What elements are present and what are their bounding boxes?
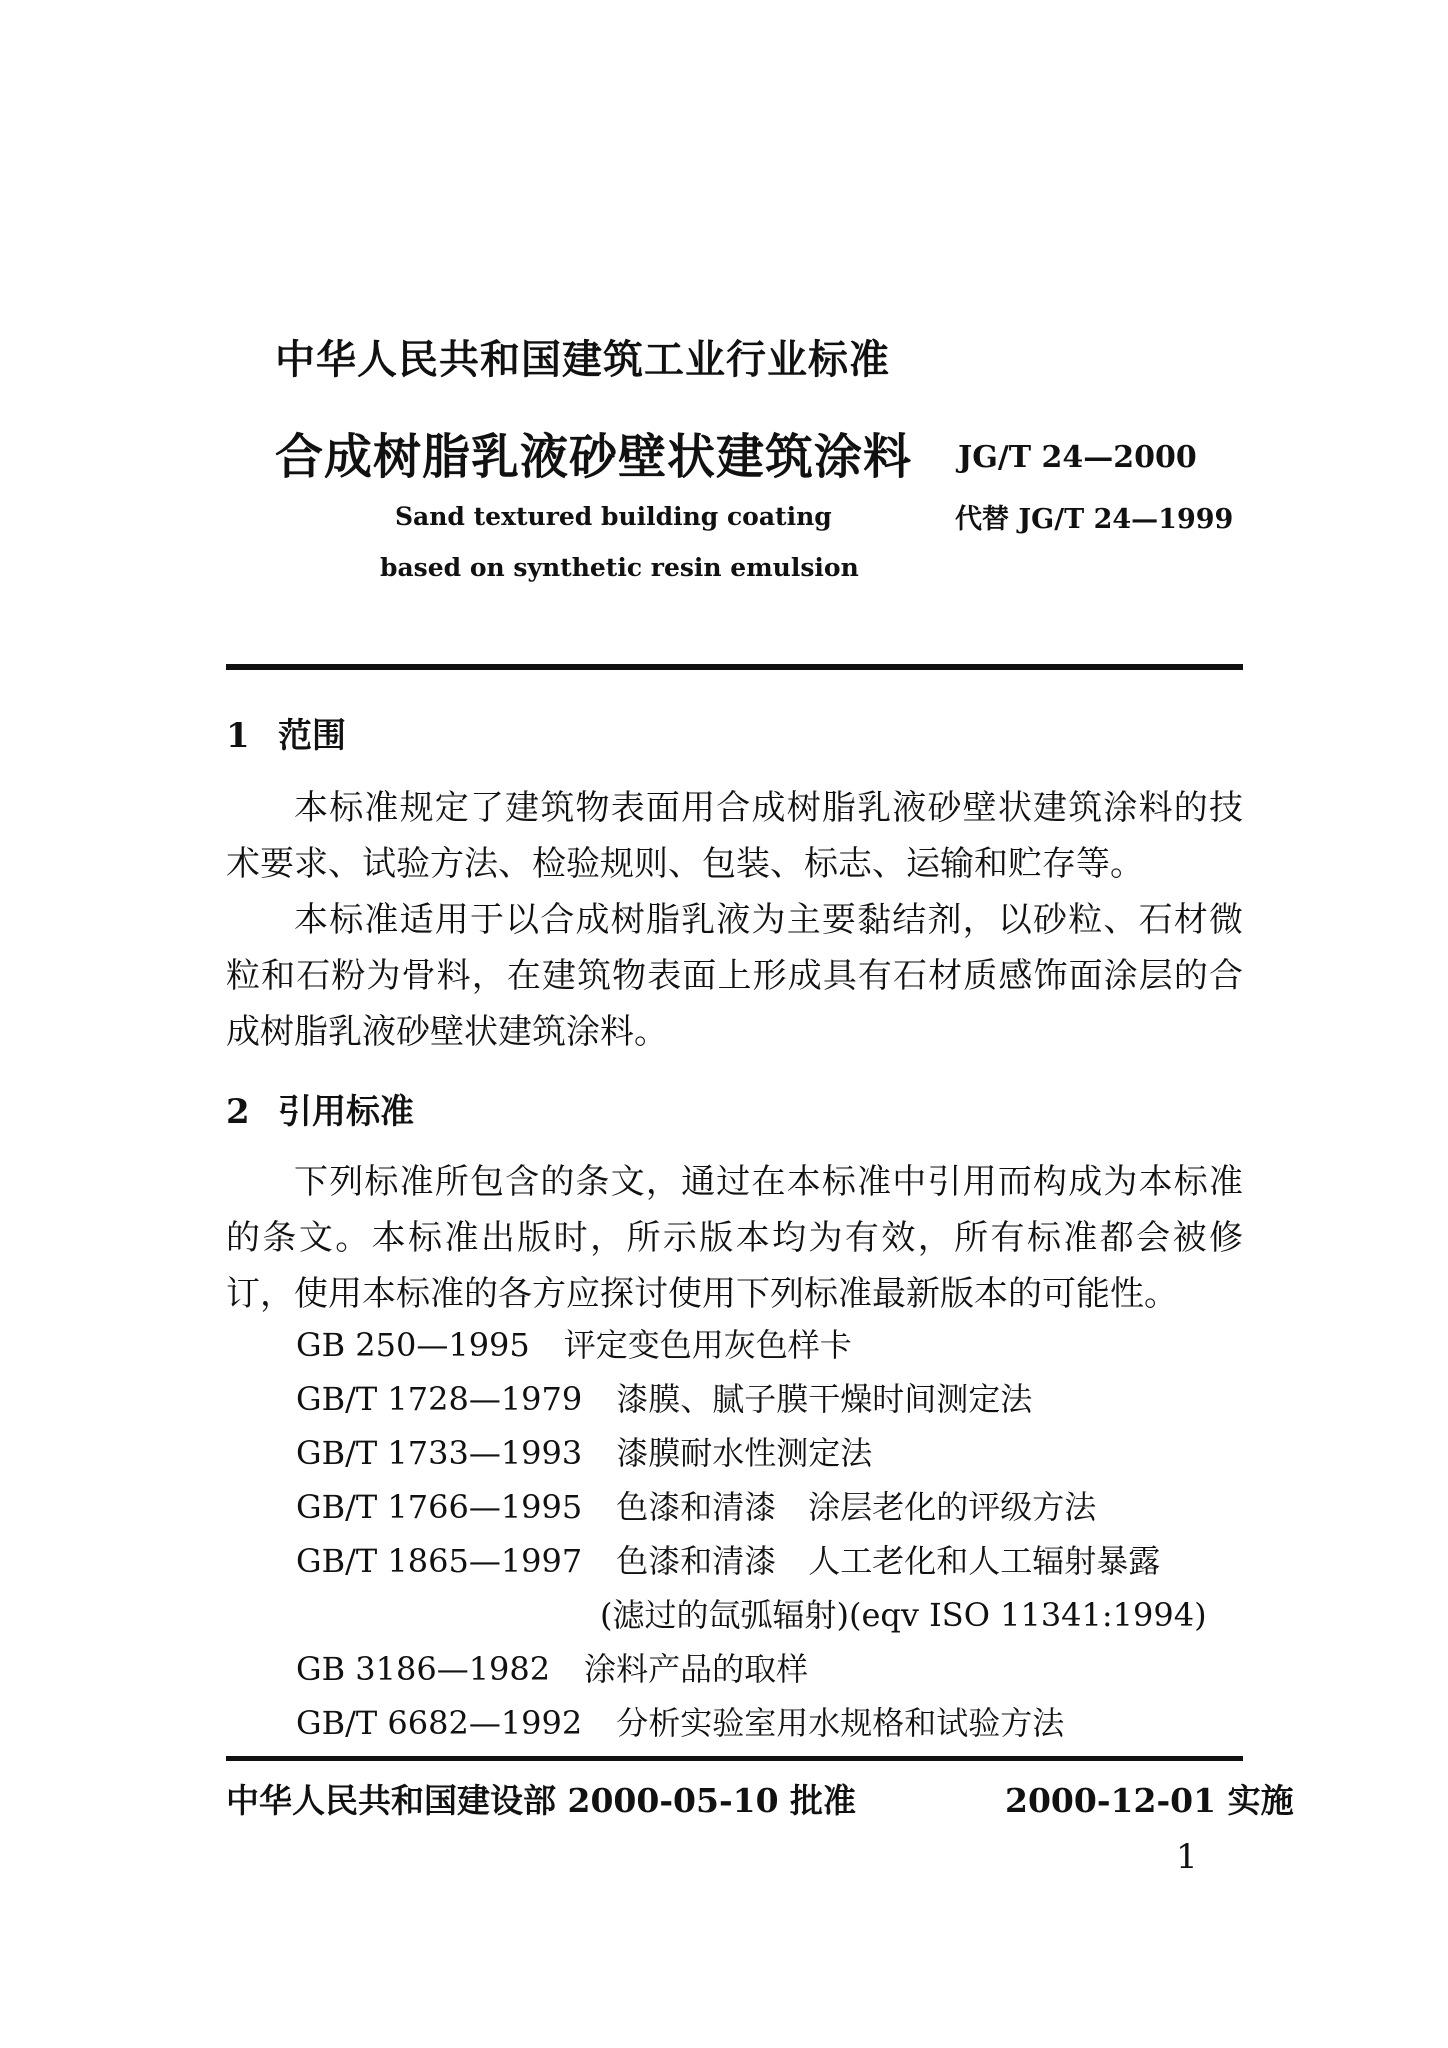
reference-item (296, 1642, 1207, 1696)
reference-title: 色漆和清漆 涂层老化的评级方法 (616, 1488, 1097, 1526)
issuing-authority: 中华人民共和国建筑工业行业标准 (275, 336, 890, 383)
reference-list (296, 1318, 1207, 1750)
section-1-heading (226, 708, 346, 757)
reference-item (296, 1534, 1207, 1588)
section-2-number: 2 (226, 1092, 250, 1132)
section-2-heading (226, 1084, 414, 1133)
approval-note: 中华人民共和国建设部 2000-05-10 批准 (226, 1781, 857, 1820)
reference-title: 漆膜、腻子膜干燥时间测定法 (616, 1380, 1033, 1418)
reference-code: GB/T 6682—1992 (296, 1704, 583, 1742)
document-title-cn: 合成树脂乳液砂壁状建筑涂料 (275, 429, 913, 485)
section-1-paragraph-2: 本标准适用于以合成树脂乳液为主要黏结剂，以砂粒、石材微粒和石粉为骨料，在建筑物表面上形成具有石材质感饰面涂层的合成树脂乳液砂壁状建筑涂料。 (226, 900, 1243, 1052)
reference-code: GB/T 1766—1995 (296, 1488, 583, 1526)
header-divider (226, 664, 1243, 670)
reference-title: 色漆和清漆 人工老化和人工辐射暴露 (616, 1542, 1161, 1580)
standard-code: JG/T 24—2000 (958, 440, 1197, 475)
document-title-en-line2: based on synthetic resin emulsion (380, 553, 859, 582)
replaces-standard: 代替 JG/T 24—1999 (955, 504, 1234, 535)
section-1-title: 范围 (278, 716, 346, 756)
reference-item (296, 1426, 1207, 1480)
reference-item (296, 1318, 1207, 1372)
section-2-paragraph-1: 下列标准所包含的条文，通过在本标准中引用而构成为本标准的条文。本标准出版时，所示版本均为有效，所有标准都会被修订，使用本标准的各方应探讨使用下列标准最新版本的可能性。 (226, 1162, 1243, 1314)
reference-item (296, 1372, 1207, 1426)
section-2-title: 引用标准 (278, 1092, 414, 1132)
reference-title: 分析实验室用水规格和试验方法 (616, 1704, 1065, 1742)
reference-item (296, 1696, 1207, 1750)
reference-code: GB/T 1728—1979 (296, 1380, 583, 1418)
footer-divider (226, 1756, 1243, 1761)
document-title-en-line1: Sand textured building coating (395, 502, 832, 531)
reference-code: GB 250—1995 (296, 1326, 530, 1364)
reference-code: GB/T 1733—1993 (296, 1434, 583, 1472)
section-1-paragraph-1: 本标准规定了建筑物表面用合成树脂乳液砂壁状建筑涂料的技术要求、试验方法、检验规则、包装、标志、运输和贮存等。 (226, 788, 1243, 884)
reference-item (296, 1480, 1207, 1534)
reference-item-continuation: (滤过的氙弧辐射)(eqv ISO 11341:1994) (600, 1596, 1207, 1634)
reference-title: 评定变色用灰色样卡 (563, 1326, 852, 1364)
reference-title: 涂料产品的取样 (584, 1650, 809, 1688)
reference-title: 漆膜耐水性测定法 (616, 1434, 873, 1472)
reference-code: GB/T 1865—1997 (296, 1542, 583, 1580)
section-1-number: 1 (226, 716, 250, 756)
reference-code: GB 3186—1982 (296, 1650, 551, 1688)
implementation-date: 2000-12-01 实施 (1005, 1781, 1294, 1820)
page-number: 1 (1176, 1837, 1198, 1877)
